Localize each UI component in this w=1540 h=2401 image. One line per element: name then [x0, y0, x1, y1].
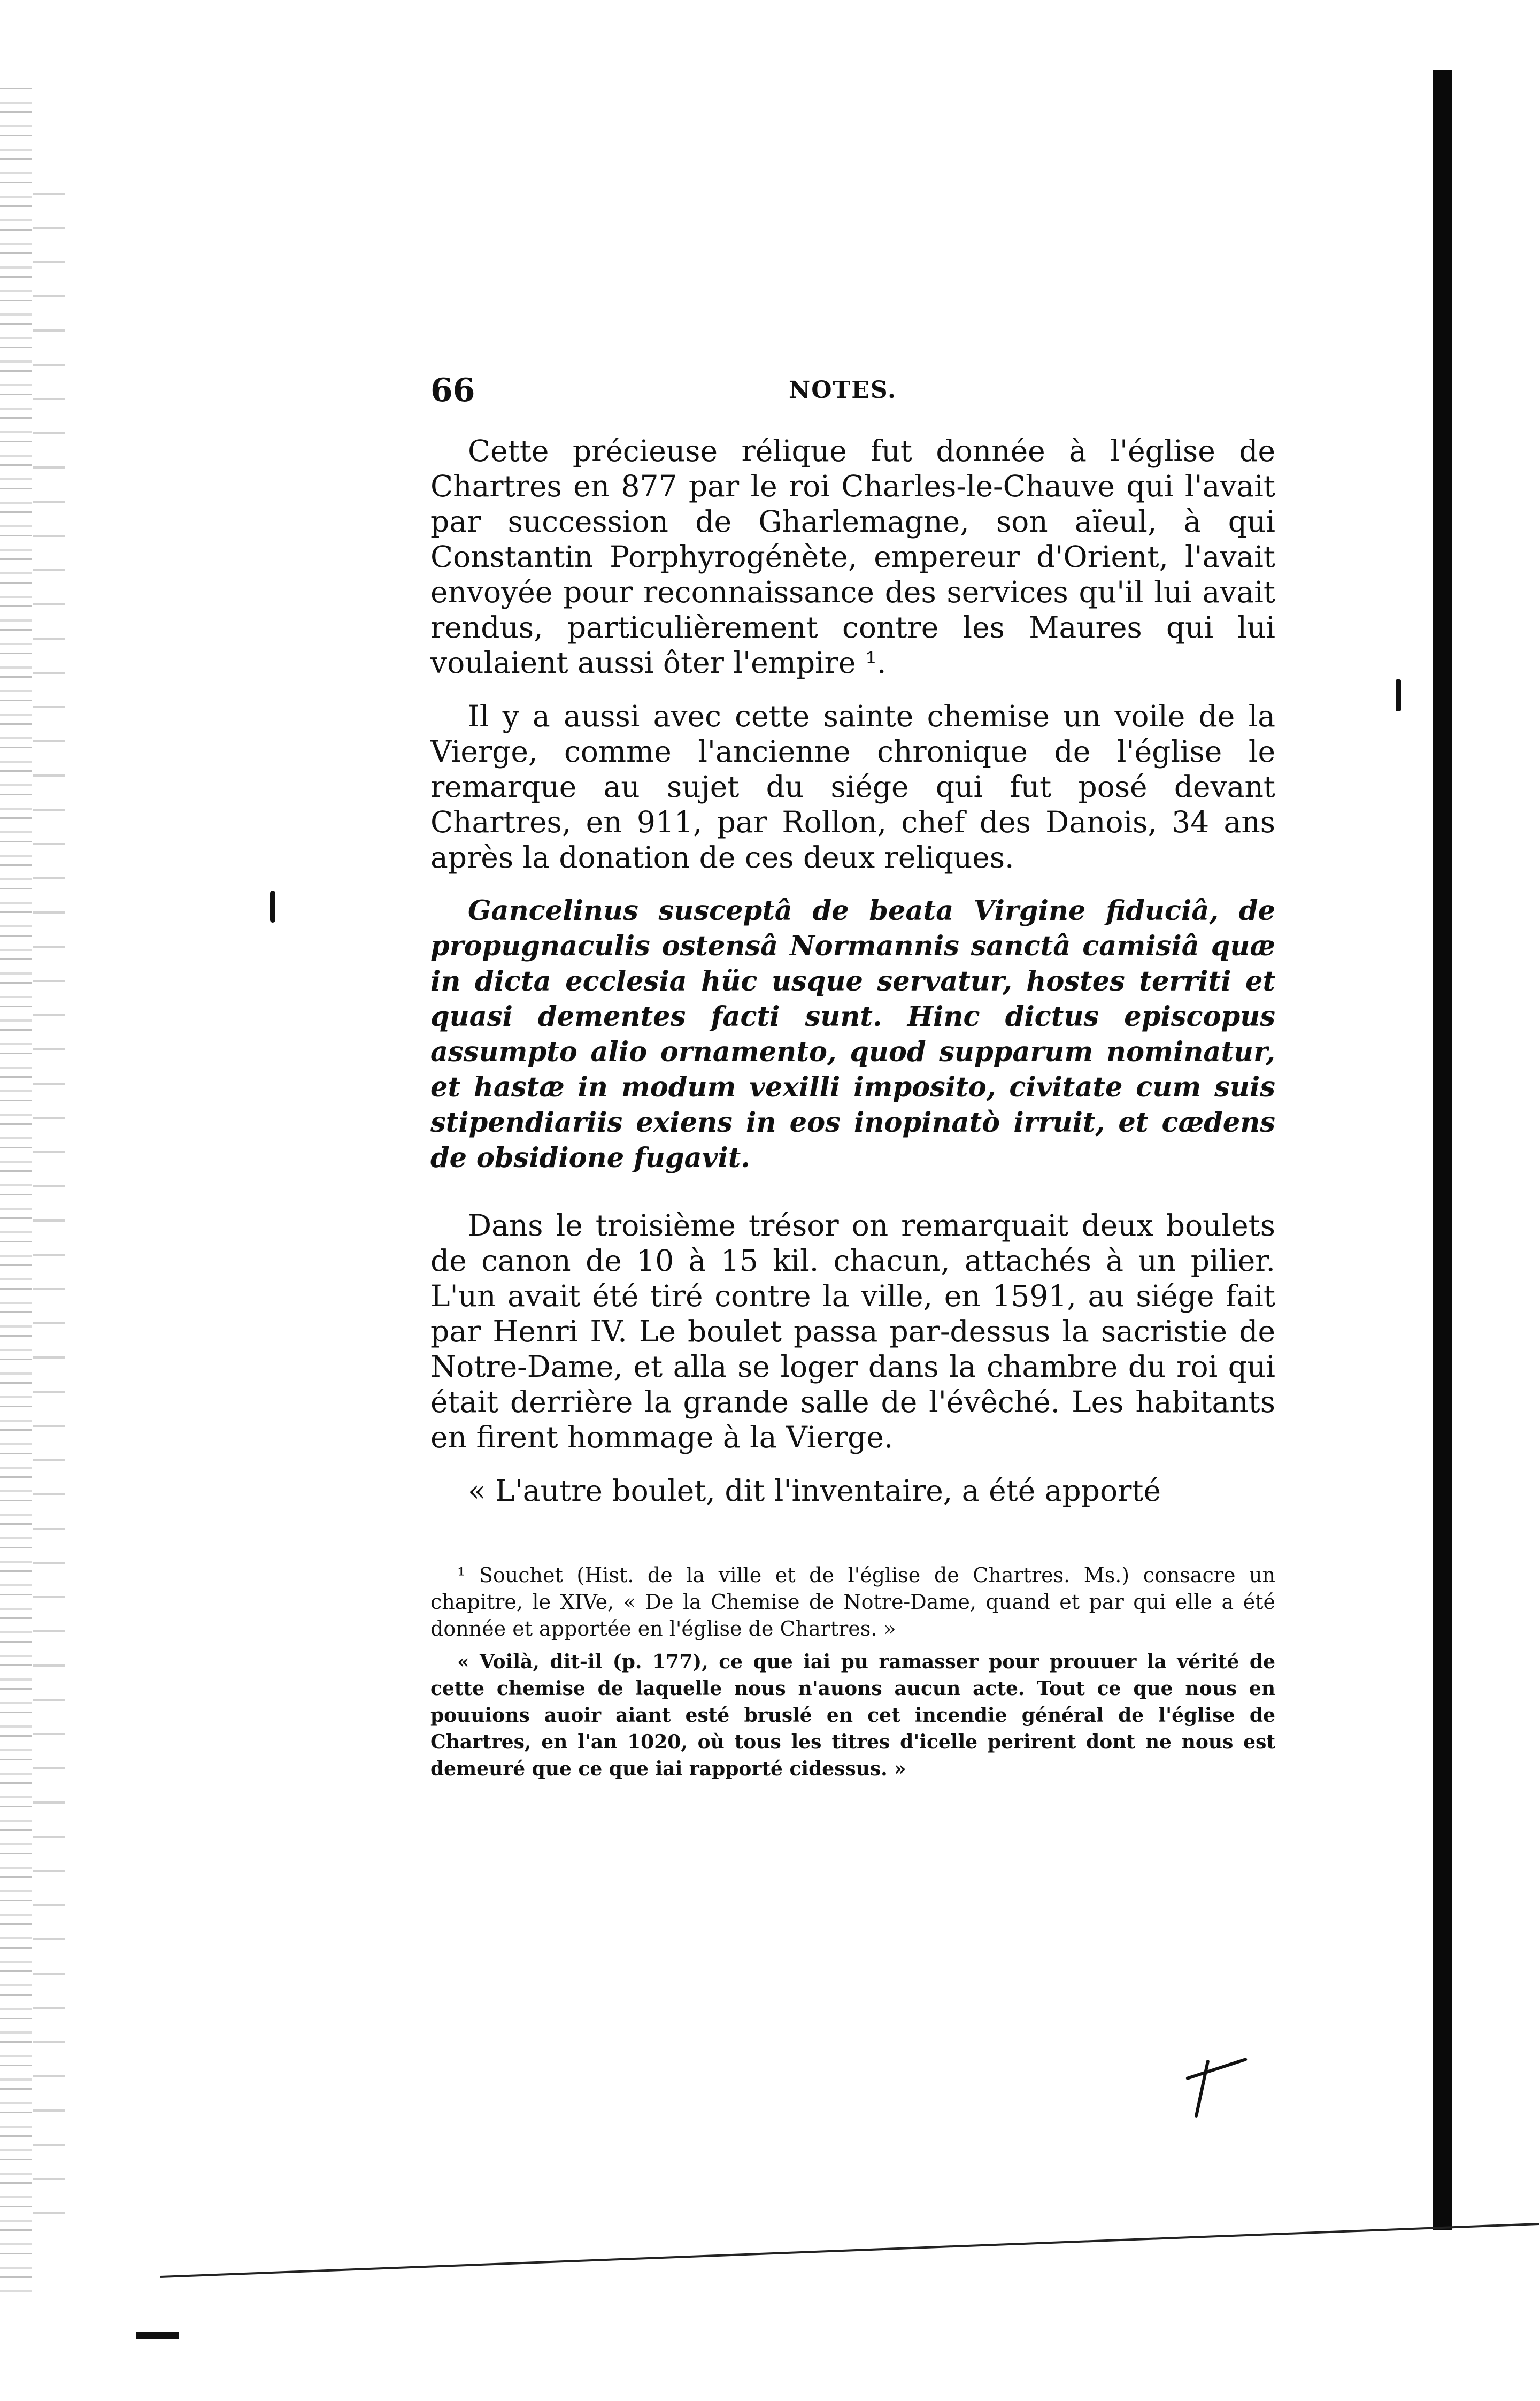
latin-quotation: Gancelinus susceptâ de beata Virgine fiduciâ, de propugnaculis ostensâ Normannis sanctâ camisiâ quæ in dicta ecclesia hüc usque servatur, hostes territi et quasi dementes facti sunt. Hinc dictus episcopus assumpto alio ornamento, quod supparum nominatur, et hastæ in modum vexilli imposito, civitate cum suis stipendiariis exiens in eos inopinatò irruit, et cædens de obsidione fugavit.: [430, 895, 1275, 1174]
ink-mark: [270, 891, 275, 923]
page-number: 66: [430, 372, 475, 409]
paragraph: Cette précieuse rélique fut donnée à l'église de Chartres en 877 par le roi Charles-le-Chauve qui l'avait par succession de Gharlemagne, son aïeul, à qui Constantin Porphyrogénète, empereur d'Orient, l'avait envoyée pour reconnaissance des services qu'il lui avait rendus, particulièrement contre les Maures qui lui voulaient aussi ôter l'empire ¹.: [430, 434, 1275, 680]
running-head: NOTES.: [789, 377, 897, 404]
footnote: ¹ Souchet (Hist. de la ville et de l'église de Chartres. Ms.) consacre un chapitre, le XIVe, « De la Chemise de Notre-Dame, quand et par qui elle a été donnée et apportée en l'église de Chartres. »: [430, 1563, 1275, 1640]
main-text: [430, 433, 1275, 1508]
footnotes: [430, 1562, 1275, 1789]
page-header: [430, 369, 1286, 423]
ink-mark: [1195, 2060, 1210, 2118]
scan-edge-artifact: [0, 80, 32, 2300]
page-edge-line: [160, 2223, 1539, 2278]
page-binding-shadow: [1433, 70, 1452, 2230]
paragraph: Il y a aussi avec cette sainte chemise un voile de la Vierge, comme l'ancienne chronique de l'église le remarque au sujet du siége qui fut posé devant Chartres, en 911, par Rollon, chef des Danois, 34 ans après la donation de ces deux reliques.: [430, 699, 1275, 875]
ink-mark: [1396, 679, 1401, 711]
footnote-quotation: « Voilà, dit-il (p. 177), ce que iai pu ramasser pour prouuer la vérité de cette chemise de laquelle nous n'auons aucun acte. Tout ce que nous en pouuions auoir aiant esté bruslé en cet incendie général de l'église de Chartres, en l'an 1020, où tous les titres d'icelle perirent dont ne nous est demeuré que ce que iai rapporté cidessus. »: [430, 1651, 1275, 1780]
paragraph: Dans le troisième trésor on remarquait deux boulets de canon de 10 à 15 kil. chacun, attachés à un pilier. L'un avait été tiré contre la ville, en 1591, au siége fait par Henri IV. Le boulet passa par-dessus la sacristie de Notre-Dame, et alla se loger dans la chambre du roi qui était derrière la grande salle de l'évêché. Les habitants en firent hommage à la Vierge.: [430, 1208, 1275, 1454]
ink-mark: [1185, 2058, 1248, 2081]
paragraph: « L'autre boulet, dit l'inventaire, a été apporté: [468, 1474, 1161, 1508]
scan-edge-artifact: [136, 2332, 179, 2339]
scan-edge-artifact: [33, 160, 65, 2246]
